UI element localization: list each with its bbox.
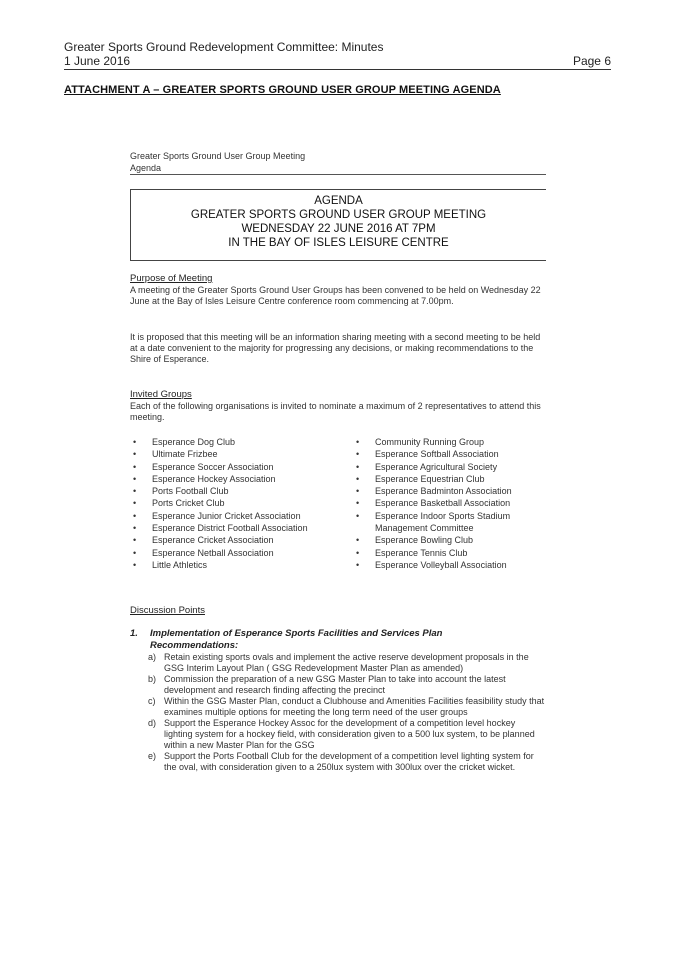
discussion-subitem [130,718,546,751]
bullet-icon: • [356,437,360,447]
list-item [133,547,343,559]
discussion-subitems [130,652,546,773]
list-item [133,497,343,509]
agenda-title-box [130,189,546,261]
list-item-text: Esperance Equestrian Club [375,473,485,484]
agenda-box-line2: GREATER SPORTS GROUND USER GROUP MEETING [190,209,487,221]
subitem-text: Retain existing sports ovals and implement the active reserve development proposals in the GSG Interim Layout Plan ( GSG Redevelopment Master Plan as amended) [164,652,529,673]
list-item-text: Ports Cricket Club [152,498,225,509]
bullet-icon: • [133,449,137,460]
discussion-item-title: Implementation of Esperance Sports Facilities and Services Plan Recommendations: [150,628,443,651]
list-item [133,448,343,460]
bullet-icon: • [133,498,137,509]
invited-groups-intro: Each of the following organisations is invited to nominate a maximum of 2 representatives to attend this meeting. [130,401,541,422]
bullet-icon: • [133,510,137,521]
header-divider [64,69,611,70]
list-item [356,559,546,571]
list-item [356,436,546,448]
bullet-icon: • [356,498,360,509]
subitem-letter: e) [148,751,157,761]
list-item [133,461,343,473]
attachment-title: ATTACHMENT A – GREATER SPORTS GROUND USER GROUP MEETING AGENDA [64,84,501,96]
list-item [133,559,343,571]
list-item-text: Esperance Netball Association [152,547,274,558]
list-item [133,510,343,522]
bullet-icon: • [356,449,360,460]
subitem-letter: d) [148,718,157,728]
list-item-text: Esperance Hockey Association [152,473,276,484]
invited-groups-left-list [133,436,343,571]
subitem-text: Within the GSG Master Plan, conduct a Clubhouse and Amenities Facilities feasibility study that examines multiple options for meeting the long term need of the user groups [164,696,545,717]
purpose-paragraph-1: A meeting of the Greater Sports Ground User Groups has been convened to be held on Wednesday 22 June at the Bay of Isles Leisure Centre conference room commencing at 7.00pm. [130,285,541,306]
subitem-text: Commission the preparation of a new GSG Master Plan to take into account the latest development and research finding affecting the precinct [164,674,506,695]
list-item [356,534,546,546]
document-header-title: Greater Sports Ground Redevelopment Committee: Minutes [64,40,384,54]
invited-groups-right-list [356,436,546,571]
bullet-icon: • [356,535,360,546]
list-item [356,497,546,509]
list-item-text: Esperance Badminton Association [375,486,512,497]
discussion-subitem [130,674,546,696]
list-item-text: Esperance Agricultural Society [375,461,498,472]
agenda-box-line4: IN THE BAY OF ISLES LEISURE CENTRE [228,237,449,249]
subitem-letter: b) [148,674,157,684]
list-item [133,485,343,497]
list-item-text: Esperance District Football Association [152,523,308,534]
discussion-item-number: 1. [130,628,138,639]
list-item [133,522,343,534]
purpose-paragraph-2: It is proposed that this meeting will be an information sharing meeting with a second meeting to be held at a date convenient to the majority for progressing any decisions, or making recommendations to the Shire of Esperance. [130,332,541,364]
list-item-text: Esperance Basketball Association [375,498,511,509]
bullet-icon: • [133,559,137,570]
bullet-icon: • [133,535,137,546]
list-item [356,461,546,473]
list-item-text: Community Running Group [375,437,485,447]
bullet-icon: • [133,437,137,447]
bullet-icon: • [356,547,360,558]
list-item [356,547,546,559]
bullet-icon: • [356,486,360,497]
list-item [356,510,546,535]
meeting-header-line2: Agenda [130,163,162,173]
list-item-text: Esperance Soccer Association [152,461,274,472]
page-number: Page 6 [572,54,611,68]
list-item-text: Esperance Volleyball Association [375,559,507,570]
bullet-icon: • [133,547,137,558]
list-item-text: Ultimate Frizbee [152,449,218,460]
discussion-heading: Discussion Points [130,605,205,616]
bullet-icon: • [356,461,360,472]
bullet-icon: • [356,510,360,521]
invited-groups-heading: Invited Groups [130,389,192,400]
discussion-subitem [130,751,546,773]
list-item-text: Esperance Dog Club [152,437,236,447]
list-item-text: Esperance Junior Cricket Association [152,510,301,521]
list-item-text: Esperance Softball Association [375,449,499,460]
bullet-icon: • [133,486,137,497]
agenda-box-line3: WEDNESDAY 22 JUNE 2016 AT 7PM [241,223,436,235]
list-item-text: Ports Football Club [152,486,229,497]
bullet-icon: • [356,559,360,570]
list-item-text: Esperance Cricket Association [152,535,274,546]
list-item [133,436,343,448]
subitem-letter: c) [148,696,156,706]
purpose-heading: Purpose of Meeting [130,273,213,284]
list-item [356,448,546,460]
bullet-icon: • [133,473,137,484]
list-item [133,473,343,485]
discussion-subitem [130,696,546,718]
list-item [356,485,546,497]
bullet-icon: • [133,523,137,534]
document-header-date: 1 June 2016 [64,54,131,68]
subitem-text: Support the Esperance Hockey Assoc for the development of a competition level hockey lighting system for a hockey field, with consideration given to a 500 lux system, to be planned within a new Master Plan for the GSG [164,718,535,750]
bullet-icon: • [133,461,137,472]
list-item-text: Esperance Tennis Club [375,547,468,558]
agenda-box-line1: AGENDA [314,195,363,207]
meeting-header-divider [130,174,546,175]
subitem-text: Support the Ports Football Club for the development of a competition level lighting system for the oval, with consideration given to a 250lux system with 300lux over the cricket wicket. [164,751,534,772]
meeting-header-line1: Greater Sports Ground User Group Meeting [130,151,306,161]
list-item [356,473,546,485]
list-item-text: Esperance Bowling Club [375,535,474,546]
list-item-text: Esperance Indoor Sports Stadium Management Committee [375,510,511,534]
subitem-letter: a) [148,652,157,662]
meeting-header [130,150,546,174]
list-item-text: Little Athletics [152,559,208,570]
discussion-subitem [130,652,546,674]
list-item [133,534,343,546]
bullet-icon: • [356,473,360,484]
